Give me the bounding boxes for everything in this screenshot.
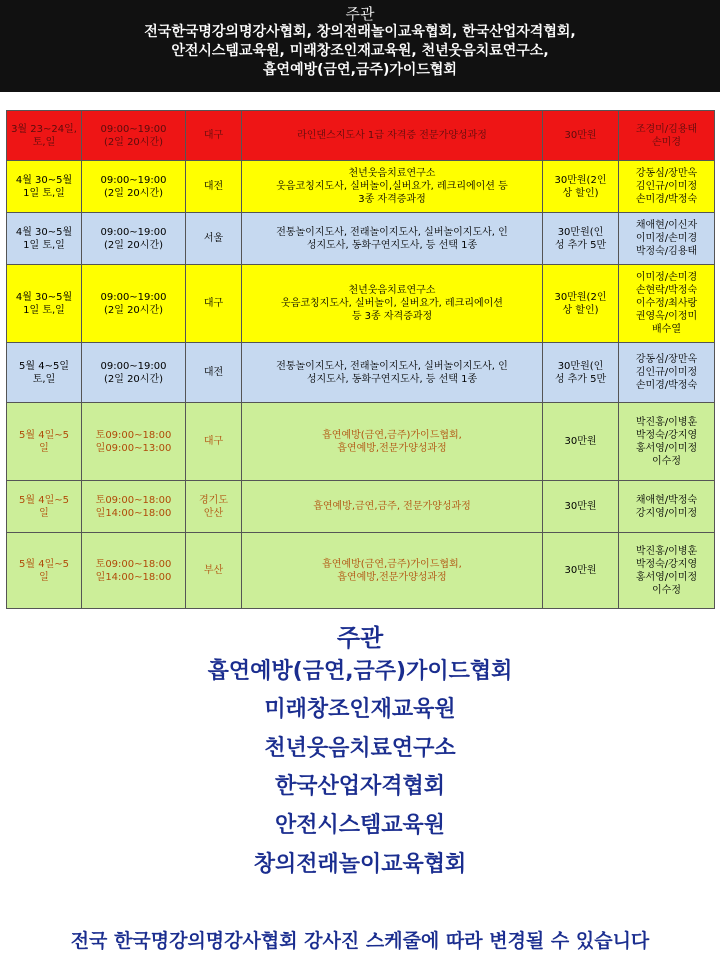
course-cell: 흡연예방,금연,금주, 전문가양성과정 [242, 481, 543, 533]
fee-cell: 30만원(2인 상 할인) [543, 265, 619, 343]
place-cell: 경기도 안산 [186, 481, 242, 533]
time-cell: 토09:00~18:00 일14:00~18:00 [82, 533, 186, 609]
place-cell: 서울 [186, 213, 242, 265]
course-cell: 전통놀이지도사, 전래놀이지도사, 실버놀이지도사, 인 성지도사, 동화구연지도사, 등 선택 1종 [242, 213, 543, 265]
place-cell: 부산 [186, 533, 242, 609]
schedule-row [7, 265, 715, 343]
footer-org: 창의전래놀이교육협회 [253, 852, 467, 877]
instructors-cell: 이미정/손미경 손현락/박정숙 이수정/최사랑 권영옥/이정미 배수열 [619, 265, 715, 343]
footer-org: 한국산업자격협회 [274, 774, 446, 799]
instructors-cell: 강동심/장만옥 김인규/이미정 손미경/박정숙 [619, 343, 715, 403]
instructors-cell: 박진홍/이병훈 박정숙/강지영 홍서영/이미정 이수정 [619, 533, 715, 609]
fee-cell: 30만원 [543, 533, 619, 609]
date-cell: 3월 23~24일,토,일 [7, 111, 82, 161]
instructors-cell: 채애현/이신자 이미정/손미경 박정숙/김용태 [619, 213, 715, 265]
date-cell: 5월 4일~5 일 [7, 403, 82, 481]
footer-org: 미래창조인재교육원 [264, 697, 456, 722]
schedule-row [7, 403, 715, 481]
schedule-row [7, 533, 715, 609]
course-cell: 천년웃음치료연구소 웃음코칭지도사, 실버놀이,실버요가, 레크리에이션 등 3종 자격증과정 [242, 161, 543, 213]
time-cell: 09:00~19:00 (2일 20시간) [82, 213, 186, 265]
place-cell: 대전 [186, 343, 242, 403]
schedule-row [7, 213, 715, 265]
schedule-row [7, 111, 715, 161]
course-cell: 흡연예방(금연,금주)가이드협회, 흡연예방,전문가양성과정 [242, 403, 543, 481]
fee-cell: 30만원 [543, 481, 619, 533]
date-cell: 4월 30~5월 1일 토,일 [7, 213, 82, 265]
time-cell: 09:00~19:00 (2일 20시간) [82, 343, 186, 403]
footer-note: 전국 한국명강의명강사협회 강사진 스케줄에 따라 변경될 수 있습니다 [70, 930, 650, 952]
instructors-cell: 강동심/장만옥 김인규/이미정 손미경/박정숙 [619, 161, 715, 213]
time-cell: 09:00~19:00 (2일 20시간) [82, 111, 186, 161]
footer-title-wrap [0, 618, 720, 653]
place-cell: 대전 [186, 161, 242, 213]
instructors-cell: 조경미/김용태 손미경 [619, 111, 715, 161]
schedule-row [7, 343, 715, 403]
date-cell: 5월 4~5일 토,일 [7, 343, 82, 403]
instructors-cell: 박진홍/이병훈 박정숙/강지영 홍서영/이미정 이수정 [619, 403, 715, 481]
date-cell: 5월 4일~5 일 [7, 481, 82, 533]
date-cell: 5월 4일~5 일 [7, 533, 82, 609]
fee-cell: 30만원 [543, 111, 619, 161]
time-cell: 토09:00~18:00 일14:00~18:00 [82, 481, 186, 533]
place-cell: 대구 [186, 265, 242, 343]
place-cell: 대구 [186, 403, 242, 481]
footer-org: 안전시스템교육원 [274, 813, 446, 838]
time-cell: 09:00~19:00 (2일 20시간) [82, 161, 186, 213]
header-banner [0, 0, 720, 92]
instructors-cell: 채애현/박정숙 강지영/이미정 [619, 481, 715, 533]
footer-org: 흡연예방(금연,금주)가이드협회 [207, 659, 513, 684]
course-cell: 라인댄스지도사 1급 자격증 전문가양성과정 [242, 111, 543, 161]
course-cell: 천년웃음치료연구소 웃음코칭지도사, 실버놀이, 실버요가, 레크리에이션 등 3종 자격증과정 [242, 265, 543, 343]
place-cell: 대구 [186, 111, 242, 161]
header-org-line: 전국한국명강의명강사협회, 창의전래놀이교육협회, 한국산업자격협회, [144, 24, 576, 40]
header-title: 주관 [345, 5, 375, 23]
course-cell: 흡연예방(금연,금주)가이드협회, 흡연예방,전문가양성과정 [242, 533, 543, 609]
schedule-row [7, 481, 715, 533]
fee-cell: 30만원 [543, 403, 619, 481]
footer-org: 천년웃음치료연구소 [264, 736, 456, 761]
time-cell: 09:00~19:00 (2일 20시간) [82, 265, 186, 343]
date-cell: 4월 30~5월 1일 토,일 [7, 265, 82, 343]
fee-cell: 30만원(2인 상 할인) [543, 161, 619, 213]
date-cell: 4월 30~5월 1일 토,일 [7, 161, 82, 213]
fee-cell: 30만원(인 성 추가 5만 [543, 343, 619, 403]
course-cell: 전통놀이지도사, 전래놀이지도사, 실버놀이지도사, 인 성지도사, 동화구연지도사, 등 선택 1종 [242, 343, 543, 403]
time-cell: 토09:00~18:00 일09:00~13:00 [82, 403, 186, 481]
header-org-line: 안전시스템교육원, 미래창조인재교육원, 천년웃음치료연구소, [171, 43, 549, 59]
schedule-table [6, 110, 715, 609]
footer-title: 주관 [336, 624, 384, 652]
schedule-row [7, 161, 715, 213]
header-org-line: 흡연예방(금연,금주)가이드협회 [263, 62, 457, 78]
fee-cell: 30만원(인 성 추가 5만 [543, 213, 619, 265]
